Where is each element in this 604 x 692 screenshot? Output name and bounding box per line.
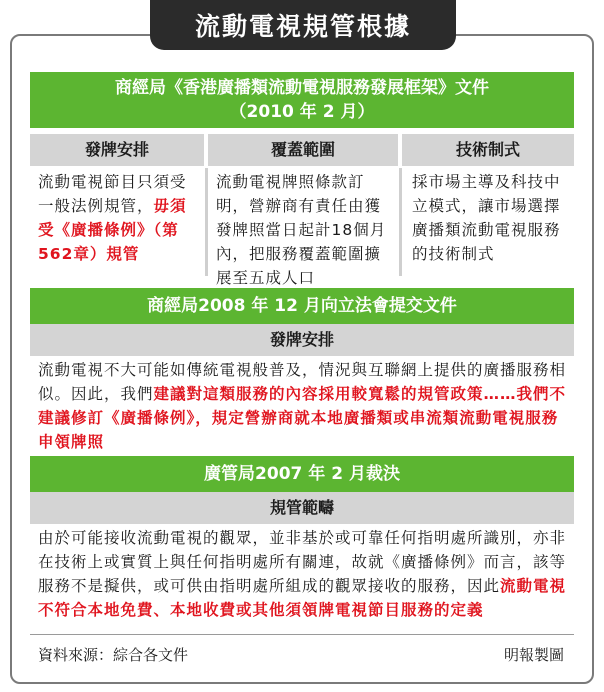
column-licensing-text xyxy=(30,168,208,276)
column-header-coverage: 覆蓋範圍 xyxy=(208,134,398,166)
technical-text-plain: 採市場主導及科技中立模式，讓市場選擇廣播類流動電視服務的技術制式 xyxy=(412,173,561,263)
section1-heading-line2: （2010 年 2 月） xyxy=(229,102,375,122)
section3-heading: 廣管局2007 年 2 月裁決 xyxy=(30,456,574,492)
page-title-text: 流動電視規管根據 xyxy=(194,12,411,41)
column-header-licensing: 發牌安排 xyxy=(30,134,204,166)
licensing-text-highlight: 毋須受《廣播條例》（第562章）規管 xyxy=(38,197,187,263)
section2-text-plain: 流動電視不大可能如傳統電視般普及，情況與互聯網上提供的廣播服務相似。因此，我們 xyxy=(38,361,567,403)
column-coverage-text xyxy=(208,168,402,287)
section2-text-highlight: 建議對這類服務的內容採用較寬鬆的規管政策……我們不建議修訂《廣播條例》，規定營辦商就本地廣播類或串流類流動電視服務申領牌照 xyxy=(38,385,567,451)
licensing-text-plain: 流動電視節目只須受一般法例規管， xyxy=(38,173,187,215)
column-technical-text xyxy=(402,168,574,276)
section3-text xyxy=(30,526,574,622)
graphic-credit: 明報製圖 xyxy=(503,646,564,664)
section1-heading xyxy=(30,72,574,128)
section3-text-highlight: 流動電視不符合本地免費、本地收費或其他須領牌電視節目服務的定義 xyxy=(38,577,567,619)
section2-heading: 商經局2008 年 12 月向立法會提交文件 xyxy=(30,288,574,324)
page-title xyxy=(150,0,456,50)
section3-subheader: 規管範疇 xyxy=(30,492,574,524)
coverage-text-plain: 流動電視牌照條款訂明，營辦商有責任由獲發牌照當日起計18個月內，把服務覆蓋範圍擴展至五成人口 xyxy=(216,173,387,287)
section3-text-plain: 由於可能接收流動電視的觀眾，並非基於或可靠任何指明處所識別，亦非在技術上或實質上與任何指明處所有關連，故就《廣播條例》而言，該等服務不是擬供，或可供由指明處所組成的觀眾接收的服務，因此 xyxy=(38,529,567,595)
column-header-technical-standard: 技術制式 xyxy=(402,134,574,166)
source-credit: 資料來源：綜合各文件 xyxy=(38,646,189,664)
section1-heading-line1: 商經局《香港廣播類流動電視服務發展框架》文件 xyxy=(115,78,489,98)
section2-subheader: 發牌安排 xyxy=(30,324,574,356)
section2-text xyxy=(30,358,574,454)
footer-divider xyxy=(30,634,574,635)
